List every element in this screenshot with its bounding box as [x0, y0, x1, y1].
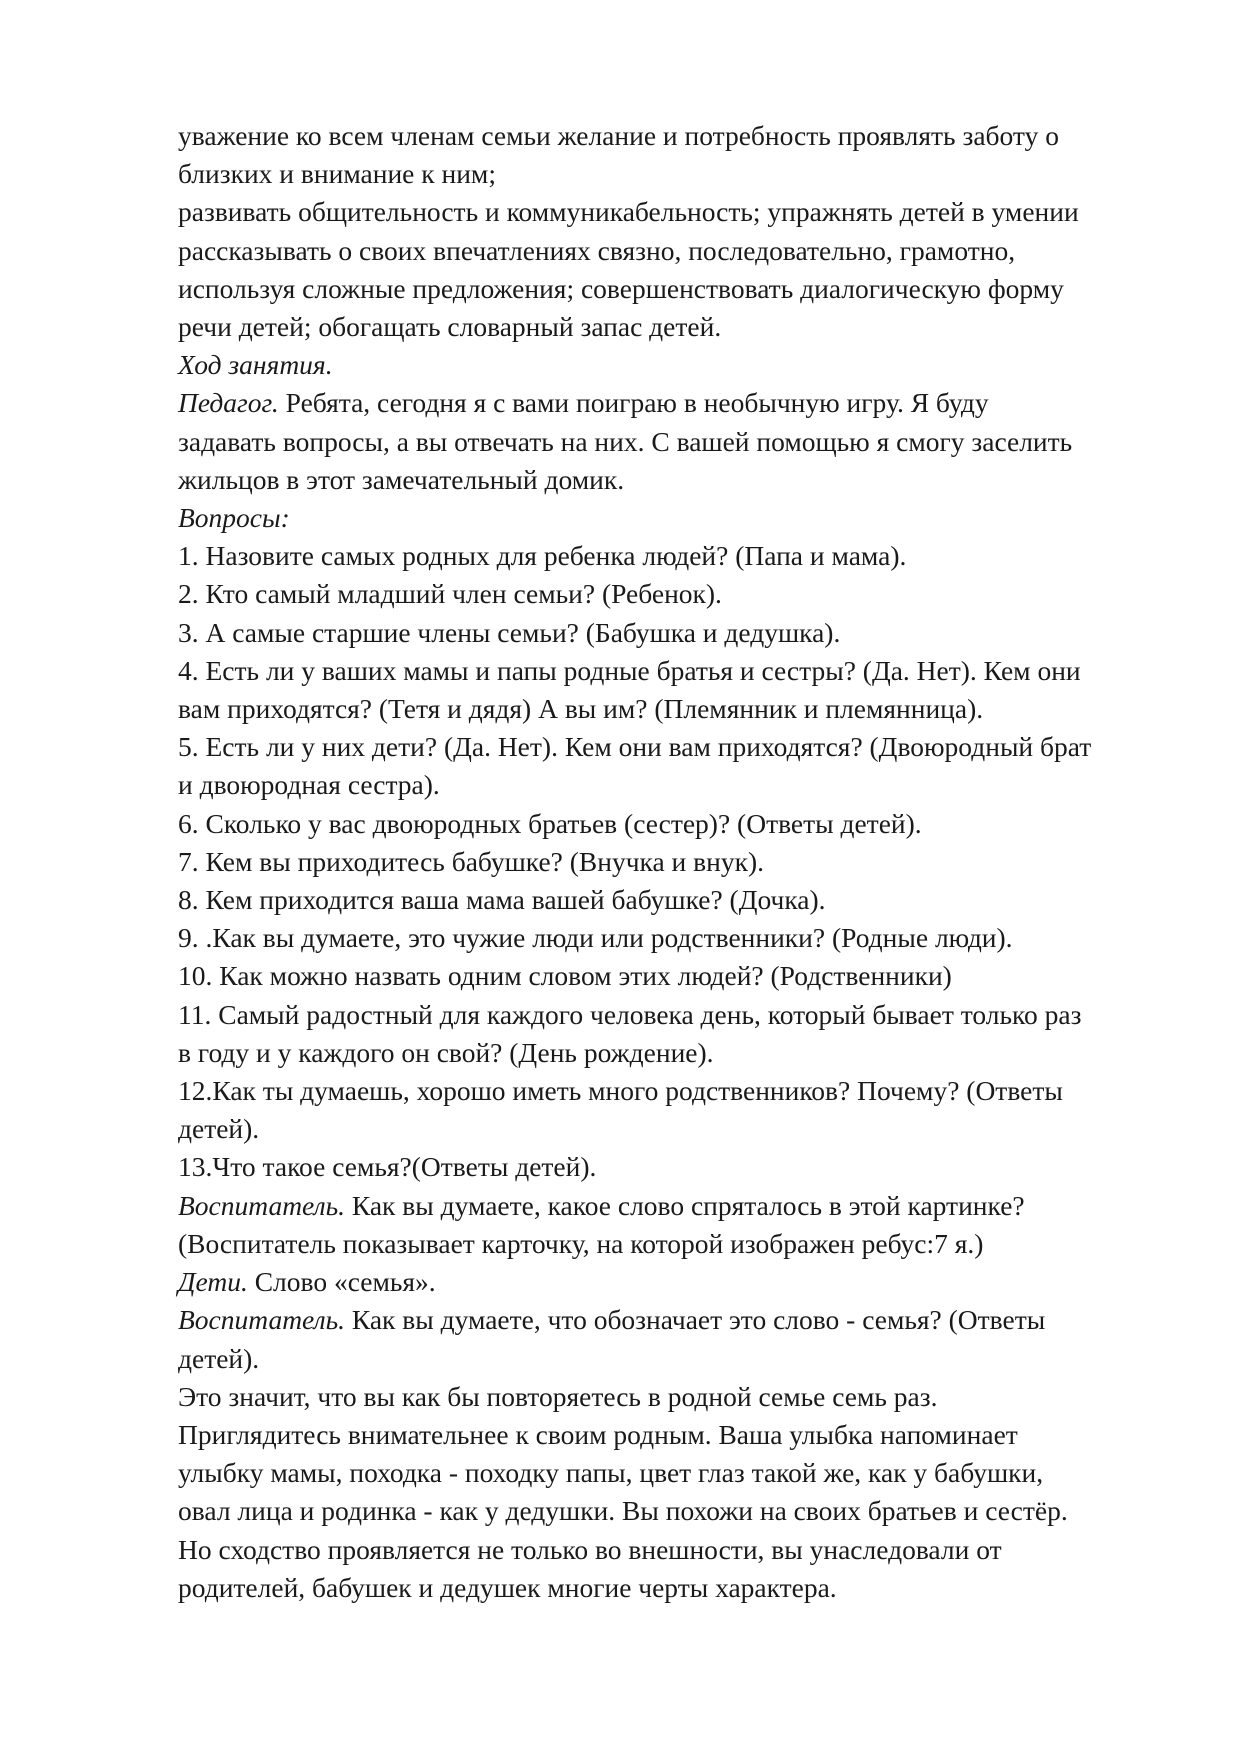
text-line: [178, 690, 1178, 728]
text-line: [178, 308, 1178, 346]
text-line: [178, 117, 1178, 155]
text-line: [178, 1531, 1178, 1569]
text-line: [178, 537, 1178, 575]
text-line: [178, 575, 1178, 613]
line-text: развивать общительность и коммуникабельность; упражнять детей в умении: [178, 196, 1079, 228]
line-text: 5. Есть ли у них дети? (Да. Нет). Кем они вам приходятся? (Двоюродный брат: [178, 731, 1092, 763]
line-text: Как вы думаете, какое слово спряталось в этой картинке?: [344, 1189, 1025, 1221]
text-line: [178, 919, 1178, 957]
line-text: 9. .Как вы думаете, это чужие люди или родственники? (Родные люди).: [178, 922, 1013, 954]
line-text: 13.Что такое семья?(Ответы детей).: [178, 1151, 597, 1183]
document-body: [178, 117, 1178, 1607]
text-line: [178, 957, 1178, 995]
text-line: [178, 766, 1178, 804]
line-text: овал лица и родинка - как у дедушки. Вы похожи на своих братьев и сестёр.: [178, 1495, 1068, 1527]
line-text: Ребята, сегодня я с вами поиграю в необычную игру. Я буду: [278, 387, 989, 419]
text-line: [178, 232, 1178, 270]
line-text: вам приходятся? (Тетя и дядя) А вы им? (Племянник и племянница).: [178, 693, 984, 725]
line-text: в году и у каждого он свой? (День рождение).: [178, 1036, 714, 1068]
line-text: 1. Назовите самых родных для ребенка людей? (Папа и мама).: [178, 540, 907, 572]
line-lead: Вопросы:: [178, 502, 290, 534]
line-text: Как вы думаете, что обозначает это слово - семья? (Ответы: [344, 1304, 1046, 1336]
line-lead: Ход занятия.: [178, 349, 333, 381]
line-text: уважение ко всем членам семьи желание и потребность проявлять заботу о: [178, 120, 1059, 151]
text-line: [178, 1034, 1178, 1072]
line-text: близких и внимание к ним;: [178, 158, 496, 190]
line-text: родителей, бабушек и дедушек многие черты характера.: [178, 1571, 837, 1603]
line-text: Но сходство проявляется не только во внешности, вы унаследовали от: [178, 1533, 1002, 1565]
text-line: [178, 346, 1178, 384]
text-line: [178, 193, 1178, 231]
line-text: рассказывать о своих впечатлениях связно, последовательно, грамотно,: [178, 234, 1016, 266]
text-line: [178, 1148, 1178, 1186]
text-line: [178, 996, 1178, 1034]
line-text: 6. Сколько у вас двоюродных братьев (сестер)? (Ответы детей).: [178, 807, 922, 839]
text-line: [178, 652, 1178, 690]
text-line: [178, 1416, 1178, 1454]
line-text: жильцов в этот замечательный домик.: [178, 463, 625, 495]
text-line: [178, 1110, 1178, 1148]
text-line: [178, 614, 1178, 652]
line-text: 10. Как можно назвать одним словом этих людей? (Родственники): [178, 960, 952, 992]
line-text: Слово «семья».: [247, 1266, 436, 1298]
text-line: [178, 1187, 1178, 1225]
text-line: [178, 499, 1178, 537]
text-line: [178, 423, 1178, 461]
text-line: [178, 881, 1178, 919]
text-line: [178, 1225, 1178, 1263]
line-text: 2. Кто самый младший член семьи? (Ребенок).: [178, 578, 722, 610]
text-line: [178, 461, 1178, 499]
text-line: [178, 843, 1178, 881]
line-text: используя сложные предложения; совершенствовать диалогическую форму: [178, 272, 1064, 304]
line-text: 7. Кем вы приходитесь бабушке? (Внучка и внук).: [178, 845, 764, 877]
line-lead: Педагог.: [178, 387, 279, 419]
line-text: и двоюродная сестра).: [178, 769, 440, 801]
text-line: [178, 1263, 1178, 1301]
text-line: [178, 1340, 1178, 1378]
text-line: [178, 155, 1178, 193]
line-lead: Дети.: [178, 1266, 248, 1298]
line-text: 3. А самые старшие члены семьи? (Бабушка и дедушка).: [178, 616, 841, 648]
text-line: [178, 805, 1178, 843]
line-text: Приглядитесь внимательнее к своим родным. Ваша улыбка напоминает: [178, 1418, 1018, 1450]
line-text: детей).: [178, 1342, 260, 1374]
line-text: (Воспитатель показывает карточку, на которой изображен ребус:7 я.): [178, 1227, 984, 1259]
text-line: [178, 728, 1178, 766]
line-text: детей).: [178, 1113, 260, 1145]
text-line: [178, 1301, 1178, 1339]
text-line: [178, 270, 1178, 308]
line-text: улыбку мамы, походка - походку папы, цвет глаз такой же, как у бабушки,: [178, 1457, 1044, 1489]
line-lead: Воспитатель.: [178, 1189, 345, 1221]
text-line: [178, 1072, 1178, 1110]
line-text: 8. Кем приходится ваша мама вашей бабушке? (Дочка).: [178, 884, 826, 916]
text-line: [178, 1378, 1178, 1416]
line-text: задавать вопросы, а вы отвечать на них. С вашей помощью я смогу заселить: [178, 425, 1073, 457]
text-line: [178, 1569, 1178, 1607]
line-text: Это значит, что вы как бы повторяетесь в родной семье семь раз.: [178, 1380, 938, 1412]
line-lead: Воспитатель.: [178, 1304, 345, 1336]
line-text: речи детей; обогащать словарный запас детей.: [178, 311, 722, 343]
line-text: 11. Самый радостный для каждого человека день, который бывает только раз: [178, 998, 1082, 1030]
line-text: 12.Как ты думаешь, хорошо иметь много родственников? Почему? (Ответы: [178, 1075, 1063, 1107]
line-text: 4. Есть ли у ваших мамы и папы родные братья и сестры? (Да. Нет). Кем они: [178, 654, 1081, 686]
text-line: [178, 1454, 1178, 1492]
text-line: [178, 384, 1178, 422]
text-line: [178, 1492, 1178, 1530]
